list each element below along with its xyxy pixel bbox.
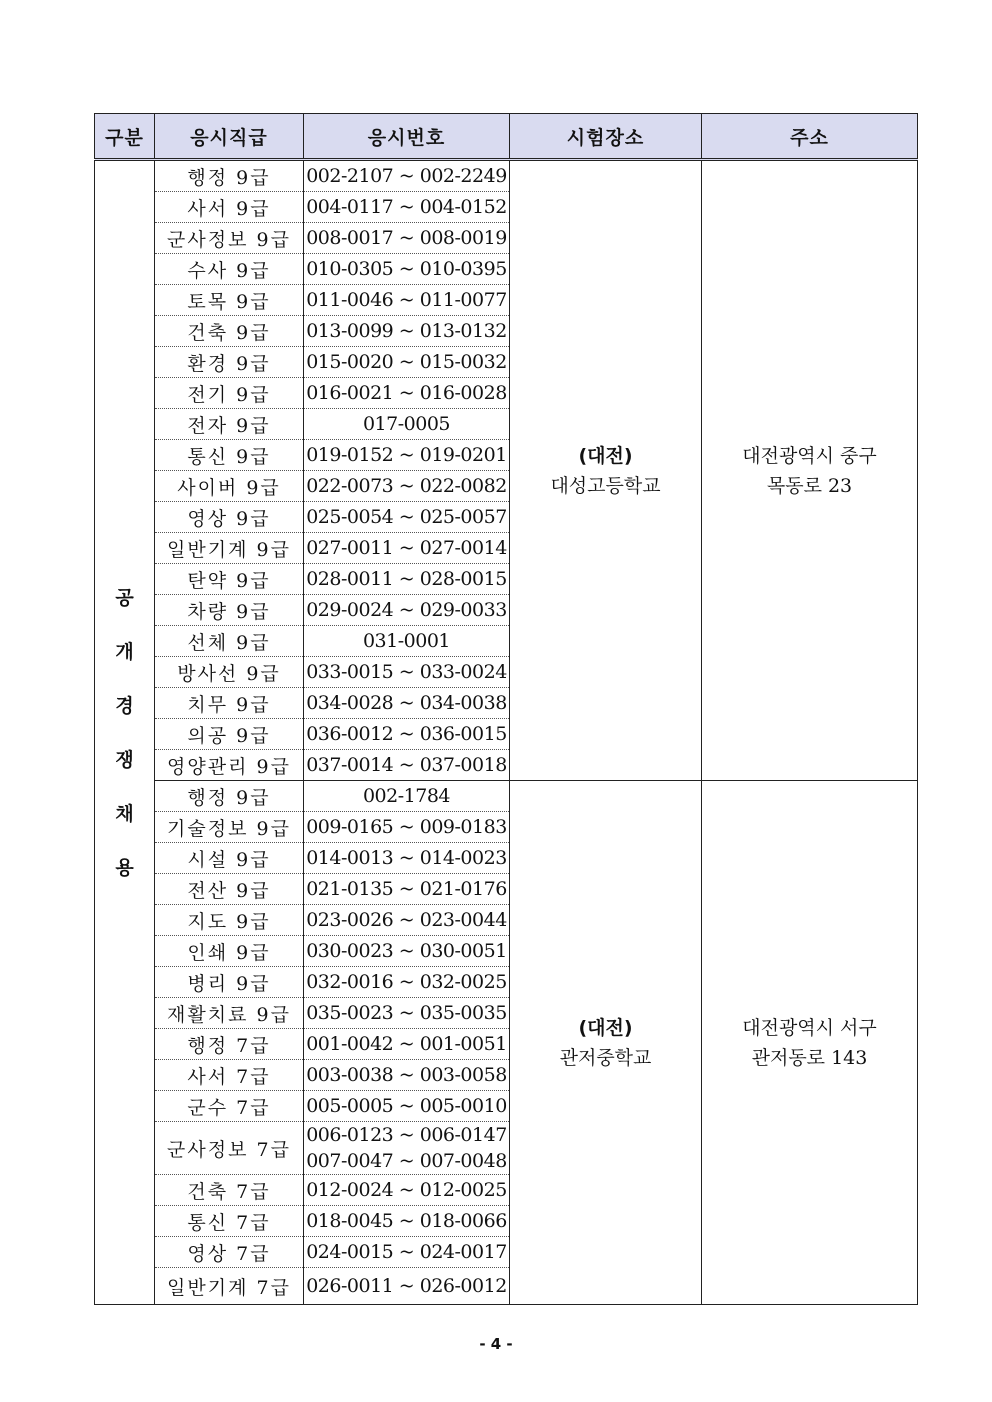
grade-cell: 탄약 9급 bbox=[155, 564, 304, 595]
grade-cell: 환경 9급 bbox=[155, 347, 304, 378]
header-address: 주소 bbox=[702, 114, 918, 160]
venue-name: 관저중학교 bbox=[559, 1046, 652, 1069]
grade-cell: 사서 9급 bbox=[155, 192, 304, 223]
exam-number: 012-0024 ~ 012-0025 bbox=[306, 1179, 507, 1201]
exam-number-cell bbox=[304, 1029, 510, 1060]
exam-number-cell bbox=[304, 192, 510, 223]
exam-number-cell bbox=[304, 471, 510, 502]
venue-region: (대전) bbox=[578, 444, 633, 467]
header-category: 구분 bbox=[95, 114, 155, 160]
category-cell bbox=[95, 160, 155, 1305]
exam-number-cell bbox=[304, 781, 510, 812]
exam-venue-table bbox=[94, 113, 918, 1305]
exam-number: 001-0042 ~ 001-0051 bbox=[306, 1033, 507, 1055]
exam-number-cell bbox=[304, 1060, 510, 1091]
exam-number: 029-0024 ~ 029-0033 bbox=[306, 599, 507, 621]
grade-cell: 선체 9급 bbox=[155, 626, 304, 657]
exam-number-cell bbox=[304, 967, 510, 998]
exam-number: 025-0054 ~ 025-0057 bbox=[306, 506, 507, 528]
venue-cell bbox=[510, 160, 702, 781]
exam-number-cell bbox=[304, 1237, 510, 1268]
exam-number-cell bbox=[304, 564, 510, 595]
exam-number: 006-0123 ~ 006-0147 bbox=[306, 1124, 507, 1146]
exam-number: 017-0005 bbox=[362, 413, 451, 435]
exam-number: 008-0017 ~ 008-0019 bbox=[306, 227, 507, 249]
exam-number: 019-0152 ~ 019-0201 bbox=[306, 444, 507, 466]
address-cell bbox=[702, 160, 918, 781]
category-char: 쟁 bbox=[115, 748, 134, 771]
exam-number-cell bbox=[304, 998, 510, 1029]
exam-number: 035-0023 ~ 035-0035 bbox=[306, 1002, 507, 1024]
category-char: 용 bbox=[115, 856, 134, 879]
exam-number: 026-0011 ~ 026-0012 bbox=[306, 1275, 507, 1297]
grade-cell: 수사 9급 bbox=[155, 254, 304, 285]
exam-number: 009-0165 ~ 009-0183 bbox=[306, 816, 507, 838]
exam-number: 015-0020 ~ 015-0032 bbox=[306, 351, 507, 373]
category-char: 채 bbox=[115, 802, 134, 825]
grade-cell: 영상 7급 bbox=[155, 1237, 304, 1268]
exam-number: 003-0038 ~ 003-0058 bbox=[306, 1064, 507, 1086]
exam-number: 016-0021 ~ 016-0028 bbox=[306, 382, 507, 404]
exam-number: 032-0016 ~ 032-0025 bbox=[306, 971, 507, 993]
grade-cell: 지도 9급 bbox=[155, 905, 304, 936]
address-line-2: 목동로 23 bbox=[766, 474, 853, 497]
exam-number-cell bbox=[304, 533, 510, 564]
grade-cell: 인쇄 9급 bbox=[155, 936, 304, 967]
grade-cell: 차량 9급 bbox=[155, 595, 304, 626]
exam-number: 013-0099 ~ 013-0132 bbox=[306, 320, 507, 342]
address-line-1: 대전광역시 중구 bbox=[742, 444, 877, 467]
exam-number: 033-0015 ~ 033-0024 bbox=[306, 661, 507, 683]
header-venue: 시험장소 bbox=[510, 114, 702, 160]
grade-cell: 치무 9급 bbox=[155, 688, 304, 719]
grade-cell: 사서 7급 bbox=[155, 1060, 304, 1091]
grade-cell: 군수 7급 bbox=[155, 1091, 304, 1122]
venue-cell bbox=[510, 781, 702, 1305]
table-row bbox=[95, 160, 918, 192]
grade-cell: 사이버 9급 bbox=[155, 471, 304, 502]
exam-number-cell bbox=[304, 595, 510, 626]
exam-number-cell bbox=[304, 316, 510, 347]
exam-number-cell bbox=[304, 378, 510, 409]
grade-cell: 군사정보 7급 bbox=[155, 1122, 304, 1175]
exam-number: 030-0023 ~ 030-0051 bbox=[306, 940, 507, 962]
address-cell bbox=[702, 781, 918, 1305]
grade-cell: 건축 9급 bbox=[155, 316, 304, 347]
exam-number: 022-0073 ~ 022-0082 bbox=[306, 475, 507, 497]
exam-number: 031-0001 bbox=[362, 630, 451, 652]
grade-cell: 영상 9급 bbox=[155, 502, 304, 533]
grade-cell: 군사정보 9급 bbox=[155, 223, 304, 254]
exam-number-cell bbox=[304, 1268, 510, 1305]
exam-number-cell bbox=[304, 1122, 510, 1175]
exam-number: 023-0026 ~ 023-0044 bbox=[306, 909, 507, 931]
exam-number: 028-0011 ~ 028-0015 bbox=[306, 568, 507, 590]
exam-number: 034-0028 ~ 034-0038 bbox=[306, 692, 507, 714]
grade-cell: 통신 7급 bbox=[155, 1206, 304, 1237]
exam-number-second: 007-0047 ~ 007-0048 bbox=[306, 1150, 507, 1172]
exam-number: 004-0117 ~ 004-0152 bbox=[306, 196, 507, 218]
exam-number-cell bbox=[304, 657, 510, 688]
exam-number-cell bbox=[304, 1175, 510, 1206]
grade-cell: 방사선 9급 bbox=[155, 657, 304, 688]
table-row bbox=[95, 781, 918, 812]
exam-number-cell bbox=[304, 409, 510, 440]
grade-cell: 전자 9급 bbox=[155, 409, 304, 440]
exam-number-cell bbox=[304, 1206, 510, 1237]
exam-number-cell bbox=[304, 936, 510, 967]
exam-number: 014-0013 ~ 014-0023 bbox=[306, 847, 507, 869]
grade-cell: 건축 7급 bbox=[155, 1175, 304, 1206]
exam-number-cell bbox=[304, 874, 510, 905]
grade-cell: 행정 9급 bbox=[155, 160, 304, 192]
table-body bbox=[95, 160, 918, 1305]
grade-cell: 일반기계 7급 bbox=[155, 1268, 304, 1305]
grade-cell: 시설 9급 bbox=[155, 843, 304, 874]
category-char: 경 bbox=[115, 694, 134, 717]
exam-number-cell bbox=[304, 812, 510, 843]
grade-cell: 행정 9급 bbox=[155, 781, 304, 812]
exam-number: 005-0005 ~ 005-0010 bbox=[306, 1095, 507, 1117]
grade-cell: 전산 9급 bbox=[155, 874, 304, 905]
table-header-row bbox=[95, 114, 918, 160]
exam-number-cell bbox=[304, 440, 510, 471]
exam-number-cell bbox=[304, 719, 510, 750]
exam-number: 011-0046 ~ 011-0077 bbox=[306, 289, 507, 311]
header-number: 응시번호 bbox=[304, 114, 510, 160]
category-char: 개 bbox=[115, 640, 134, 663]
grade-cell: 재활치료 9급 bbox=[155, 998, 304, 1029]
exam-number: 021-0135 ~ 021-0176 bbox=[306, 878, 507, 900]
exam-number: 036-0012 ~ 036-0015 bbox=[306, 723, 507, 745]
grade-cell: 전기 9급 bbox=[155, 378, 304, 409]
exam-number-cell bbox=[304, 1091, 510, 1122]
exam-number: 002-2107 ~ 002-2249 bbox=[306, 165, 507, 187]
page-number: - 4 - bbox=[479, 1335, 513, 1353]
exam-number-cell bbox=[304, 626, 510, 657]
exam-number-cell bbox=[304, 502, 510, 533]
grade-cell: 기술정보 9급 bbox=[155, 812, 304, 843]
grade-cell: 의공 9급 bbox=[155, 719, 304, 750]
exam-number-cell bbox=[304, 223, 510, 254]
address-line-1: 대전광역시 서구 bbox=[742, 1016, 877, 1039]
header-grade: 응시직급 bbox=[155, 114, 304, 160]
exam-number: 027-0011 ~ 027-0014 bbox=[306, 537, 507, 559]
exam-number-cell bbox=[304, 843, 510, 874]
exam-number-cell bbox=[304, 347, 510, 378]
grade-cell: 영양관리 9급 bbox=[155, 750, 304, 781]
grade-cell: 일반기계 9급 bbox=[155, 533, 304, 564]
category-char: 공 bbox=[115, 586, 134, 609]
address-line-2: 관저동로 143 bbox=[751, 1046, 868, 1069]
exam-number: 010-0305 ~ 010-0395 bbox=[306, 258, 507, 280]
exam-number-cell bbox=[304, 254, 510, 285]
grade-cell: 통신 9급 bbox=[155, 440, 304, 471]
venue-region: (대전) bbox=[578, 1016, 633, 1039]
exam-number-cell bbox=[304, 160, 510, 192]
exam-number-cell bbox=[304, 905, 510, 936]
exam-number: 018-0045 ~ 018-0066 bbox=[306, 1210, 507, 1232]
exam-number-cell bbox=[304, 285, 510, 316]
grade-cell: 병리 9급 bbox=[155, 967, 304, 998]
grade-cell: 토목 9급 bbox=[155, 285, 304, 316]
exam-number: 037-0014 ~ 037-0018 bbox=[306, 754, 507, 776]
exam-number-cell bbox=[304, 688, 510, 719]
venue-name: 대성고등학교 bbox=[550, 474, 661, 497]
exam-number-cell bbox=[304, 750, 510, 781]
exam-number: 002-1784 bbox=[362, 785, 451, 807]
grade-cell: 행정 7급 bbox=[155, 1029, 304, 1060]
exam-number: 024-0015 ~ 024-0017 bbox=[306, 1241, 507, 1263]
